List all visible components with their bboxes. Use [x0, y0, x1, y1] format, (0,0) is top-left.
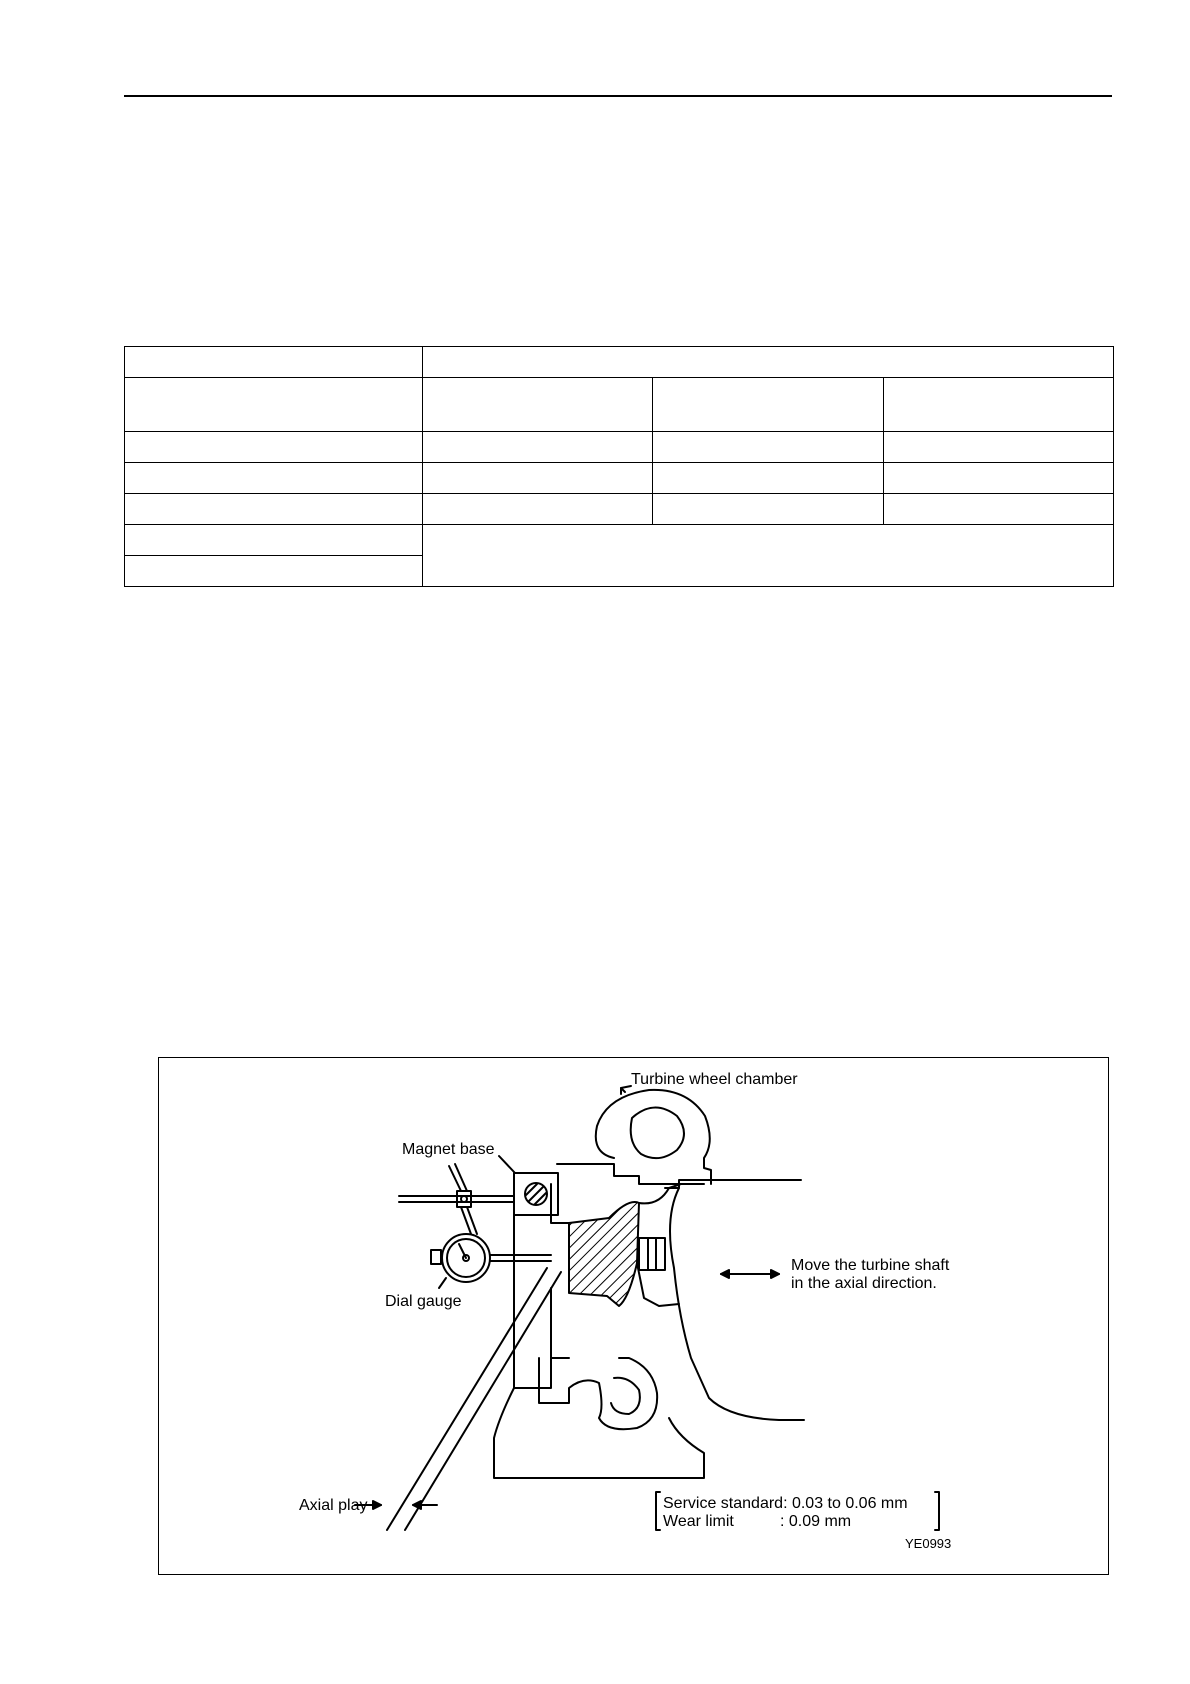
shaft-hub [639, 1238, 665, 1270]
spec-bracket-left [656, 1492, 660, 1530]
label-wear-limit: Wear limit [663, 1513, 734, 1530]
spec-table [124, 346, 1114, 587]
label-turbine-wheel-chamber: Turbine wheel chamber [631, 1071, 798, 1088]
figure-frame [158, 1057, 1109, 1575]
table-row [125, 378, 1114, 432]
label-dial-gauge: Dial gauge [385, 1293, 462, 1310]
figure-code: YE0993 [905, 1536, 952, 1551]
table-cell [125, 378, 423, 432]
table-cell [125, 556, 423, 587]
label-wear-limit-value: : 0.09 mm [780, 1513, 852, 1530]
upper-scroll-inner [631, 1107, 684, 1158]
table-cell [884, 463, 1114, 494]
dial-gauge-leader [439, 1278, 446, 1288]
label-move-line1: Move the turbine shaft [791, 1257, 950, 1274]
label-service-standard: Service standard: 0.03 to 0.06 mm [663, 1495, 908, 1512]
magnet-base-leader [499, 1156, 515, 1173]
table-row [125, 463, 1114, 494]
axial-play-line-2 [405, 1272, 561, 1530]
table-cell [125, 463, 423, 494]
table-cell [423, 378, 653, 432]
table-cell [125, 432, 423, 463]
label-magnet-base: Magnet base [402, 1141, 495, 1158]
table-cell [423, 494, 653, 525]
table-row [125, 347, 1114, 378]
table-cell [423, 525, 1114, 587]
table-cell [653, 432, 884, 463]
table-cell [125, 525, 423, 556]
table-row [125, 525, 1114, 556]
table-cell [653, 463, 884, 494]
table-cell [653, 378, 884, 432]
spec-bracket-right [935, 1492, 939, 1530]
table-cell [884, 432, 1114, 463]
table-cell [423, 463, 653, 494]
table-cell [423, 347, 1114, 378]
table-cell [884, 378, 1114, 432]
table-cell [884, 494, 1114, 525]
header-rule [124, 95, 1112, 97]
table-cell [125, 347, 423, 378]
table-cell [653, 494, 884, 525]
label-axial-play: Axial play [299, 1497, 368, 1514]
table-row [125, 432, 1114, 463]
label-move-line2: in the axial direction. [791, 1275, 937, 1292]
table-cell [423, 432, 653, 463]
turbocharger-diagram [159, 1058, 1110, 1576]
turbine-wheel [569, 1202, 639, 1306]
table-row [125, 494, 1114, 525]
table-cell [125, 494, 423, 525]
